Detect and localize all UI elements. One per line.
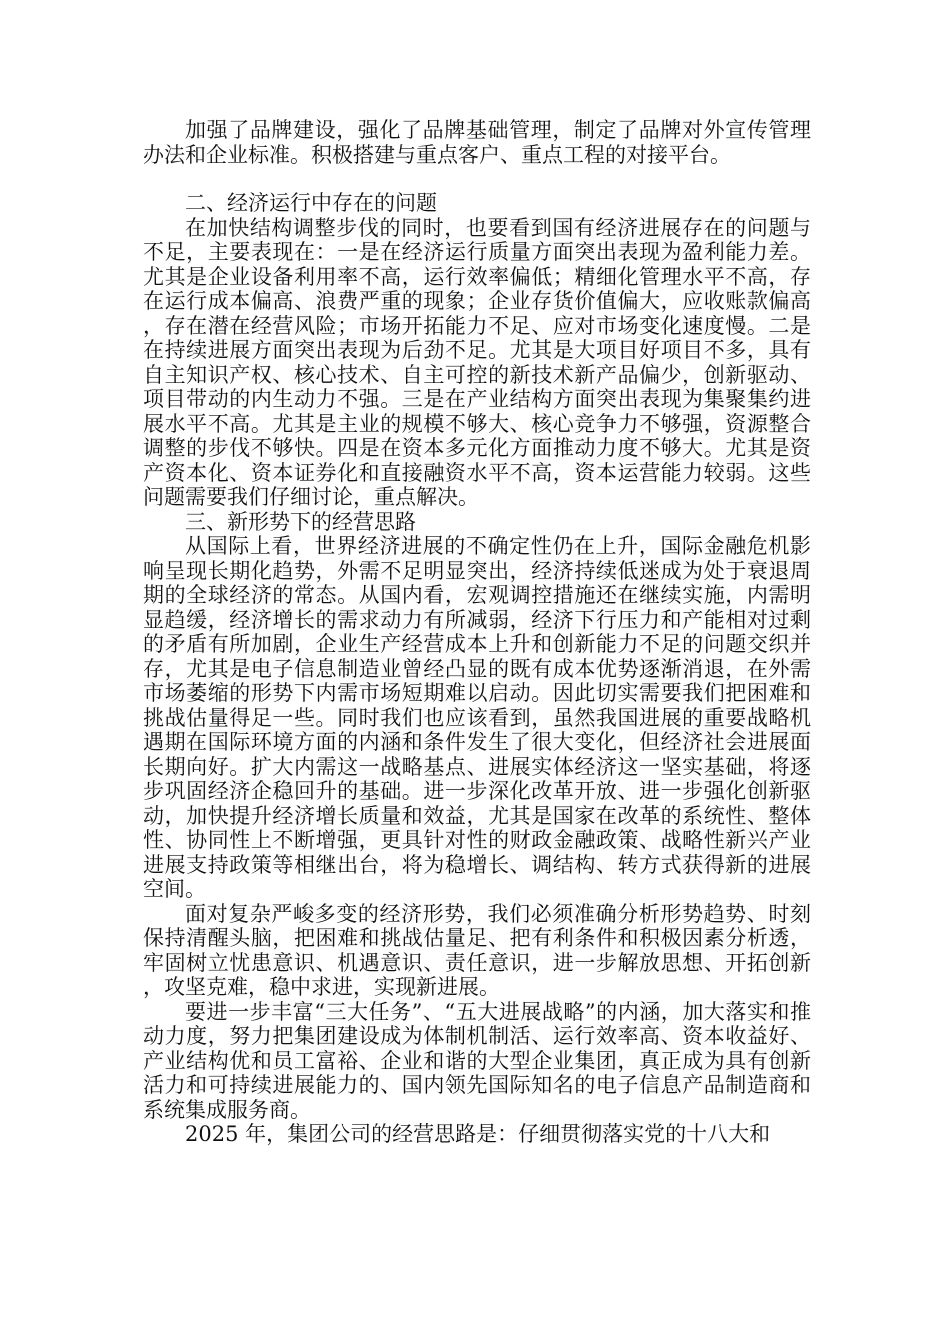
body-paragraph: 2025 年，集团公司的经营思路是：仔细贯彻落实党的十八大和 <box>185 1122 771 1146</box>
body-paragraph: 加强了品牌建设，强化了品牌基础管理，制定了品牌对外宣传管理办法和企业标准。积极搭建与重点客户、重点工程的对接平台。 <box>143 118 811 167</box>
body-paragraph: 面对复杂严峻多变的经济形势，我们必须准确分析形势趋势、时刻保持清醒头脑，把困难和挑战估量足、把有利条件和积极因素分析透，牢固树立忧患意识、机遇意识、责任意识，进一步解放思想、开拓创新，攻坚克难，稳中求进，实现新进展。 <box>143 901 811 999</box>
body-paragraph: 在加快结构调整步伐的同时，也要看到国有经济进展存在的问题与不足，主要表现在：一是在经济运行质量方面突出表现为盈利能力差。尤其是企业设备利用率不高，运行效率偏低；精细化管理水平不高，存在运行成本偏高、浪费严重的现象；企业存货价值偏大，应收账款偏高，存在潜在经营风险；市场开拓能力不足、应对市场变化速度慢。二是在持续进展方面突出表现为后劲不足。尤其是大项目好项目不多，具有自主知识产权、核心技术、自主可控的新技术新产品偏少，创新驱动、项目带动的内生动力不强。三是在产业结构方面突出表现为集聚集约进展水平不高。尤其是主业的规模不够大、核心竞争力不够强，资源整合调整的步伐不够快。四是在资本多元化方面推动力度不够大。尤其是资产资本化、资本证券化和直接融资水平不高，资本运营能力较弱。这些问题需要我们仔细讨论，重点解决。 <box>143 215 811 509</box>
body-paragraph: 要进一步丰富“三大任务”、“五大进展战略”的内涵，加大落实和推动力度，努力把集团建设成为体制机制活、运行效率高、资本收益好、产业结构优和员工富裕、企业和谐的大型企业集团，真正成为具有创新活力和可持续进展能力的、国内领先国际知名的电子信息产品制造商和系统集成服务商。 <box>143 999 811 1122</box>
document-page <box>143 118 811 1147</box>
paragraph-spacer <box>143 167 811 191</box>
section-heading: 三、新形势下的经营思路 <box>185 509 416 534</box>
section-heading: 二、经济运行中存在的问题 <box>185 191 437 215</box>
body-paragraph: 从国际上看，世界经济进展的不确定性仍在上升，国际金融危机影响呈现长期化趋势，外需不足明显突出，经济持续低迷成为处于衰退周期的全球经济的常态。从国内看，宏观调控措施还在继续实施，内需明显趋缓，经济增长的需求动力有所减弱，经济下行压力和产能相对过剩的矛盾有所加剧，企业生产经营成本上升和创新能力不足的问题交织并存，尤其是电子信息制造业曾经凸显的既有成本优势逐渐消退，在外需市场萎缩的形势下内需市场短期难以启动。因此切实需要我们把困难和挑战估量得足一些。同时我们也应该看到，虽然我国进展的重要战略机遇期在国际环境方面的内涵和条件发生了很大变化，但经济社会进展面长期向好。扩大内需这一战略基点、进展实体经济这一坚实基础，将逐步巩固经济企稳回升的基础。进一步深化改革开放、进一步强化创新驱动，加快提升经济增长质量和效益，尤其是国家在改革的系统性、整体性、协同性上不断增强，更具针对性的财政金融政策、战略性新兴产业进展支持政策等相继出台，将为稳增长、调结构、转方式获得新的进展空间。 <box>143 534 811 901</box>
